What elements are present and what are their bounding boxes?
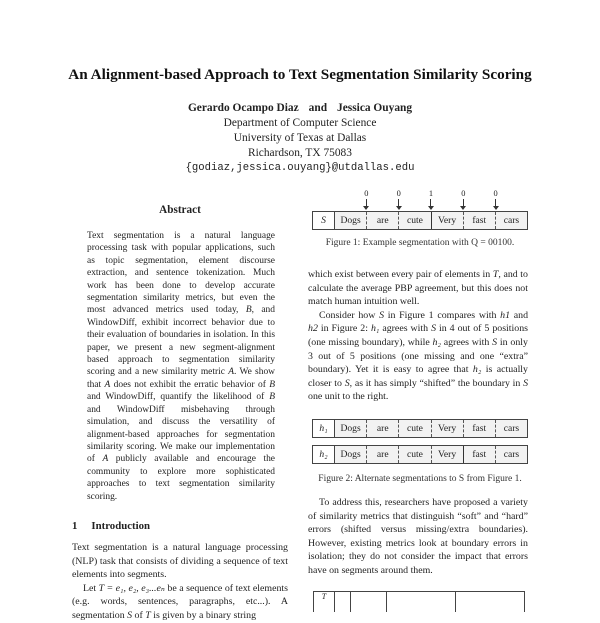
- word-cell: cars: [495, 212, 527, 229]
- math-symbol: S: [379, 309, 385, 321]
- author-conjunction: and: [308, 102, 328, 114]
- email: {godiaz,jessica.ouyang}@utdallas.edu: [185, 162, 415, 174]
- word-cell: cute: [398, 212, 430, 229]
- word-cell: Very: [431, 446, 463, 463]
- boundary-value: 0: [364, 189, 369, 198]
- text-part: one unit to the right.: [308, 391, 389, 403]
- word-cell: Dogs: [340, 423, 361, 434]
- intro-paragraph-1: Text segmentation is a natural language processing (NLP) task that consists of dividing a sequence of text elements into segments.: [72, 542, 288, 581]
- math-symbol: h2: [308, 323, 318, 335]
- word-cell: are: [366, 446, 398, 463]
- text-part: Let: [83, 582, 99, 594]
- word-cell: are: [366, 212, 398, 229]
- math-symbol: A: [228, 367, 234, 378]
- math-symbol: h₁: [370, 323, 380, 335]
- boundary-marker: [334, 189, 369, 211]
- row-label: h₁: [313, 420, 335, 437]
- figure-1: [312, 189, 528, 248]
- text-part: , as it has simply “shifted” the boundary in: [349, 377, 524, 389]
- word-cell: cute: [398, 420, 430, 437]
- word-cell: Dogs: [340, 215, 361, 226]
- abstract-text-part: and WindowDiff misbehaving through simulation, and discuss the versatility of alignment-based approaches for segmentation similarity scoring. We make our implementation of: [87, 404, 275, 465]
- math-expression: T = e₁, e₂, e₃...eₙ: [98, 582, 165, 594]
- math-symbol: B: [269, 379, 275, 390]
- abstract-text-part: does not exhibit the erratic behavior of: [110, 379, 270, 390]
- boundary-marker: [366, 189, 401, 211]
- paper-title: An Alignment-based Approach to Text Segmentation Similarity Scoring: [68, 66, 532, 83]
- abstract-text-part: publicly available and encourage the community to explore more sophisticated approaches to text segmentation similarity scoring.: [87, 454, 275, 502]
- math-symbol: S: [127, 609, 133, 621]
- math-symbol: T: [145, 609, 151, 621]
- math-symbol: A: [104, 379, 111, 390]
- figure-1-caption: Figure 1: Example segmentation with Q = 00100.: [325, 238, 515, 248]
- text-part: agrees with: [379, 323, 432, 335]
- department: Department of Computer Science: [223, 117, 377, 129]
- word-cell: cars: [495, 420, 527, 437]
- text-part: of: [132, 609, 146, 621]
- text-part: in 4 out of 5 positions (one missing boundary), while: [308, 323, 528, 348]
- word-cell: fast: [463, 446, 495, 463]
- abstract-text: [87, 230, 275, 503]
- text-part: is given by a binary string: [150, 609, 257, 621]
- boundary-marker: [431, 189, 466, 211]
- math-symbol: B: [269, 392, 275, 403]
- boundary-marker: [399, 189, 434, 211]
- paragraph: [308, 268, 528, 309]
- math-symbol: h₂: [432, 336, 441, 348]
- author-names: [0, 101, 600, 116]
- abstract-text-part: , and WindowDiff, exhibit incorrect behavior due to their evaluation of boundaries in isolation. In this paper, we present a new segment-alignment based approach to segmentation similarity scoring and a new similarity metric: [87, 305, 275, 378]
- author-block: [0, 101, 600, 176]
- section-number: 1: [72, 520, 78, 532]
- boundary-value: 0: [493, 189, 498, 198]
- right-column-text: [308, 268, 528, 404]
- intro-paragraph-2: [72, 582, 288, 623]
- section-title: Introduction: [91, 520, 151, 532]
- text-part: in Figure 2:: [317, 323, 371, 335]
- text-part: , and to calculate the average PBP agreement, but this does not match human intuition well.: [308, 269, 528, 308]
- segmentation-row-s: [312, 211, 528, 230]
- boundary-markers: [312, 189, 528, 211]
- figure-2: [312, 419, 528, 484]
- math-symbol: T: [492, 269, 499, 280]
- word-cell: fast: [463, 212, 495, 229]
- math-symbol: S: [431, 323, 437, 335]
- address: Richardson, TX 75083: [248, 147, 352, 159]
- university: University of Texas at Dallas: [233, 132, 367, 144]
- word-cell: fast: [463, 420, 495, 437]
- math-symbol: h₂: [472, 364, 482, 376]
- abstract-text-part: . We show that: [87, 367, 275, 390]
- text-part: in only 3 out of 5 positions (one missing and one “extra” boundary). Yet it is easy to agree that: [308, 336, 528, 376]
- author-1: Gerardo Ocampo Diaz: [187, 102, 299, 114]
- word-cell: Very: [431, 420, 463, 437]
- text-part: in Figure 1 compares with: [384, 309, 501, 321]
- boundary-value: 1: [428, 189, 434, 198]
- math-symbol: B: [245, 305, 252, 316]
- word-cell: Very: [431, 212, 463, 229]
- word-cell: are: [366, 420, 398, 437]
- boundary-marker: [463, 189, 498, 211]
- row-label: h₂: [313, 446, 335, 463]
- text-part: be a sequence of text elements (e.g. words, sentences, paragraphs, etc...). A segmentation: [72, 582, 288, 621]
- introduction-text: [72, 541, 288, 623]
- figure-3-partial: [313, 591, 525, 612]
- math-symbol: S: [344, 377, 350, 389]
- author-2: Jessica Ouyang: [337, 102, 413, 114]
- text-part: Consider how: [319, 309, 380, 321]
- word-cell: cute: [398, 446, 430, 463]
- abstract-text-part: Text segmentation is a natural language processing task with popular applications, such as topic segmentation, element discourse extraction, and sentence tokenization. Much work has been done to develop accurate segmentation similarity metrics, but even the most advanced metrics used today,: [87, 231, 275, 316]
- math-symbol: h1: [500, 309, 511, 321]
- row-label: S: [313, 212, 335, 229]
- math-symbol: S: [492, 336, 498, 348]
- paragraph: [308, 309, 528, 404]
- math-symbol: A: [102, 454, 109, 465]
- word-cell: Dogs: [340, 449, 361, 460]
- row-label: T: [314, 592, 335, 612]
- text-part: which exist between every pair of elements in: [308, 269, 493, 280]
- boundary-value: 0: [396, 189, 401, 198]
- boundary-value: 0: [461, 189, 466, 198]
- segmentation-row-h2: [312, 445, 528, 464]
- text-part: agrees with: [440, 336, 493, 348]
- text-part: and: [510, 309, 529, 321]
- segmentation-row-h1: [312, 419, 528, 438]
- section-heading-introduction: [72, 520, 150, 532]
- text-part: is actually closer to: [308, 364, 528, 389]
- figure-2-caption: Figure 2: Alternate segmentations to S from Figure 1.: [318, 474, 522, 484]
- math-symbol: S: [523, 377, 528, 389]
- abstract-heading: Abstract: [159, 204, 201, 216]
- paragraph: To address this, researchers have proposed a variety of similarity metrics that distinguish “soft” and “hard” errors (shifted versus missing/extra boundaries). However, existing metrics look at boundary errors in isolation; they do not consider the impact that errors have on segments around them.: [308, 497, 528, 576]
- abstract-text-part: and WindowDiff, quantify the likelihood of: [87, 392, 270, 403]
- word-cell: cars: [495, 446, 527, 463]
